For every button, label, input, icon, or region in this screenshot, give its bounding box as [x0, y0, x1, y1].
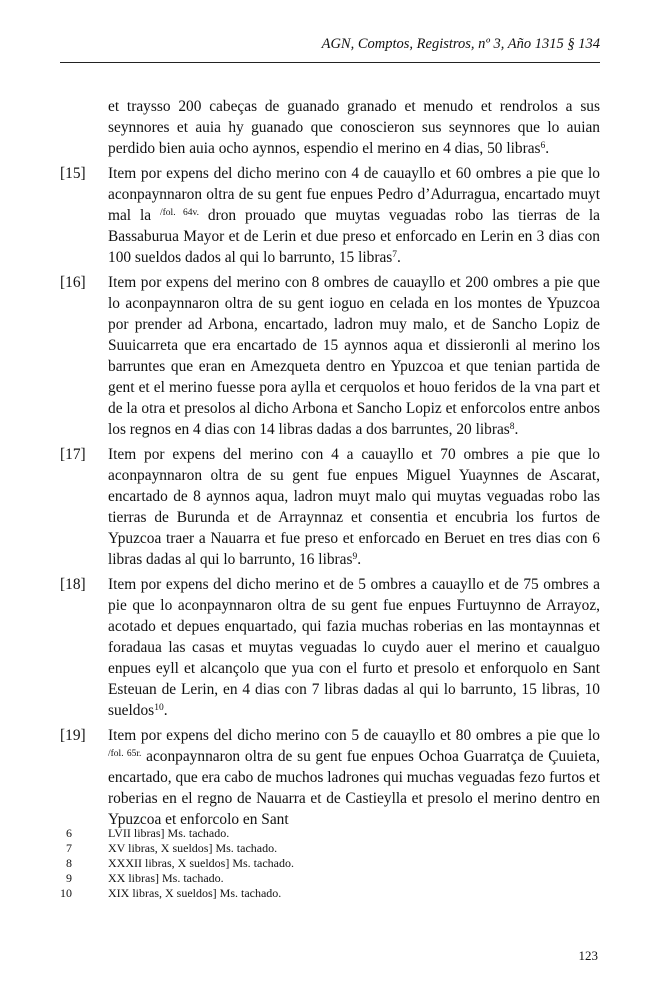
footnote-ref: 10 [154, 703, 164, 713]
footnote [60, 826, 600, 841]
entry-number: [16] [60, 274, 86, 291]
entry-18: [18] Item por expens del dicho merino et de 5 ombres a cauayllo et de 75 ombres a pie que lo aconpaynnaron oltra de su gent fue enpues Furtuynno de Arrayoz, acotado et depues enquartado, qui fazia muchas roberias en las montaynnas et foradaua las casas et muytas veguadas lo cuydo auer el merino et caualguo enpues eyll et alcançolo que yua con el furto et presolo et enforquolo en Sant Esteuan de Lerin, en 4 dias con 7 libras dadas al qui lo barrunto, 15 libras, 10 sueldos$^{10}$. [60, 576, 600, 719]
entry-text: Item por expens del dicho merino con 5 de cauayllo et 80 ombres a pie que lo [108, 727, 600, 744]
footnote-number: 10 [60, 886, 72, 900]
entry-text: Item por expens del merino con 4 a cauayllo et 70 ombres a pie que lo aconpaynnaron oltra de su gent fue enpues Miguel Yuaynnes de Ascarat, encartado de 8 aynnos aqua, ladron muyt malo qui muytas veguadas robo las tierras de Burunda et de Arraynnaz et consentia et encubria los furtos de Ypuzcoa traer a Nauarra et fue preso et enforcado en Beruet en tres dias con 6 libras dadas al qui lo barrunto, 16 libras [108, 446, 600, 568]
footnote-text: LVII libras] Ms. tachado. [108, 826, 230, 840]
footnote-number: 6 [66, 826, 72, 840]
entry-text: Item por expens del dicho merino con 4 de cauayllo et 60 ombres a pie que lo aconpaynnaron oltra de su gent fue enpues Pedro d’Adurragua, encartado muyt mal la [108, 165, 600, 224]
entry-text: Item por expens del dicho merino et de 5 ombres a cauayllo et de 75 ombres a pie que lo aconpaynnaron oltra de su gent fue enpues Furtuynno de Arrayoz, acotado et depues enquartado, qui fazia muchas roberias en las montaynnas et foradaua las casas et muytas veguadas lo cuydo auer el merino et caualguo enpues eyll et alcançolo que yua con el furto et presolo et enforquolo en Sant Esteuan de Lerin, en 4 dias con 7 libras dadas al qui lo barrunto, 15 libras, 10 sueldos [108, 576, 600, 719]
footnote-text: XIX libras, X sueldos] Ms. tachado. [108, 886, 282, 900]
footnote-ref: 8 [509, 422, 515, 432]
footnote [60, 856, 600, 871]
entry-16: [16] Item por expens del merino con 8 ombres de cauayllo et 200 ombres a pie que lo aconpaynnaron oltra de su gent ioguo en celada en los montes de Ypuzcoa por prender ad Arbona, encartado, ladron muy malo, et de Sancho Lopiz de Suuicarreta que era encartado de 15 aynnos aqua et dissieronli al merino los barruntes que eran en Amezqueta dentro en Ypuzcoa et que tenian partida de gent et el merino fuesse pora aylla et cerquolos et houo feridos de la vna part et de la otra et presolos al dicho Arbona et Sancho Lopiz et enforcolos entre anbos los regnos en 4 dias con 14 libras dadas a dos barruntes, 20 libras$^8$. [60, 274, 600, 438]
footnote-ref: 9 [352, 552, 358, 562]
entry-text: Item por expens del merino con 8 ombres de cauayllo et 200 ombres a pie que lo aconpaynnaron oltra de su gent ioguo en celada en los montes de Ypuzcoa por prender ad Arbona, encartado, ladron muy malo, et de Sancho Lopiz de Suuicarreta que era encartado de 15 aynnos aqua et dissieronli al merino los barruntes que eran en Amezqueta dentro en Ypuzcoa et que tenian partida de gent et el merino fuesse pora aylla et cerquolos et houo feridos de la vna part et de la otra et presolos al dicho Arbona et Sancho Lopiz et enforcolos entre anbos los regnos en 4 dias con 14 libras dadas a dos barruntes, 20 libras [108, 274, 600, 438]
intro-paragraph: et traysso 200 cabeças de guanado granado et menudo et rendrolos a sus seynnores et auia hy guanado que conoscieron sus seynnores que lo auian perdido bien auia ocho aynnos, espendio el merino en 4 dias, 50 libras$^6$. [108, 98, 600, 157]
page-number: 123 [578, 948, 598, 963]
footnote-text: XX libras] Ms. tachado. [108, 871, 224, 885]
footnote-number: 9 [66, 871, 72, 885]
footnote-ref: 6 [540, 141, 546, 151]
entry-number: [15] [60, 165, 86, 182]
footnote-ref: 7 [392, 250, 398, 260]
folio-marker: /fol. 64v. [160, 208, 200, 218]
main-text [60, 96, 600, 834]
running-header: AGN, Comptos, Registros, nº 3, Año 1315 § 134 [321, 36, 600, 52]
entry-number: [18] [60, 576, 86, 593]
footnote-text: XXXII libras, X sueldos] Ms. tachado. [108, 856, 294, 870]
footnote [60, 841, 600, 856]
footnote-number: 7 [66, 841, 72, 855]
intro-text: et traysso 200 cabeças de guanado granado et menudo et rendrolos a sus seynnores et auia hy guanado que conoscieron sus seynnores que lo auian perdido bien auia ocho aynnos, espendio el merino en 4 dias, 50 libras [108, 98, 600, 157]
entry-15: [15] Item por expens del dicho merino con 4 de cauayllo et 60 ombres a pie que lo aconpaynnaron oltra de su gent fue enpues Pedro d’Adurragua, encartado muyt mal la $^{/fol. 64v.}$ dron prouado que muytas veguadas robo las tierras de la Bassaburua Mayor et de Lerin et due preso et enforcado en Lerin en 3 dias con 100 sueldos dados al qui lo barrunto, 15 libras$^7$. [60, 165, 601, 266]
footnote-number: 8 [66, 856, 72, 870]
footnote [60, 871, 600, 886]
entry-17: [17] Item por expens del merino con 4 a cauayllo et 70 ombres a pie que lo aconpaynnaron oltra de su gent fue enpues Miguel Yuaynnes de Ascarat, encartado de 8 aynnos aqua, ladron muyt malo qui muytas veguadas robo las tierras de Burunda et de Arraynnaz et consentia et encubria los furtos de Ypuzcoa traer a Nauarra et fue preso et enforcado en Beruet en tres dias con 6 libras dadas al qui lo barrunto, 16 libras$^9$. [60, 446, 600, 568]
entry-number: [19] [60, 727, 86, 744]
footnote [60, 886, 600, 901]
entry-number: [17] [60, 446, 86, 463]
header-rule [60, 62, 600, 63]
footnote-text: XV libras, X sueldos] Ms. tachado. [108, 841, 278, 855]
folio-marker: /fol. 65r. [108, 749, 142, 759]
entry-19: [19] Item por expens del dicho merino con 5 de cauayllo et 80 ombres a pie que lo $^{/fol. 65r.}$ aconpaynnaron oltra de su gent fue enpues Ochoa Guarratça de Çuuieta, encartado, que era cabo de muchos ladrones qui muchas veguadas fezo furtos et roberias en el regno de Nauarra et de Castieylla et presolo el merino dentro en Ypuzcoa et enforcolo en Sant [60, 727, 600, 828]
footnotes [60, 826, 600, 901]
